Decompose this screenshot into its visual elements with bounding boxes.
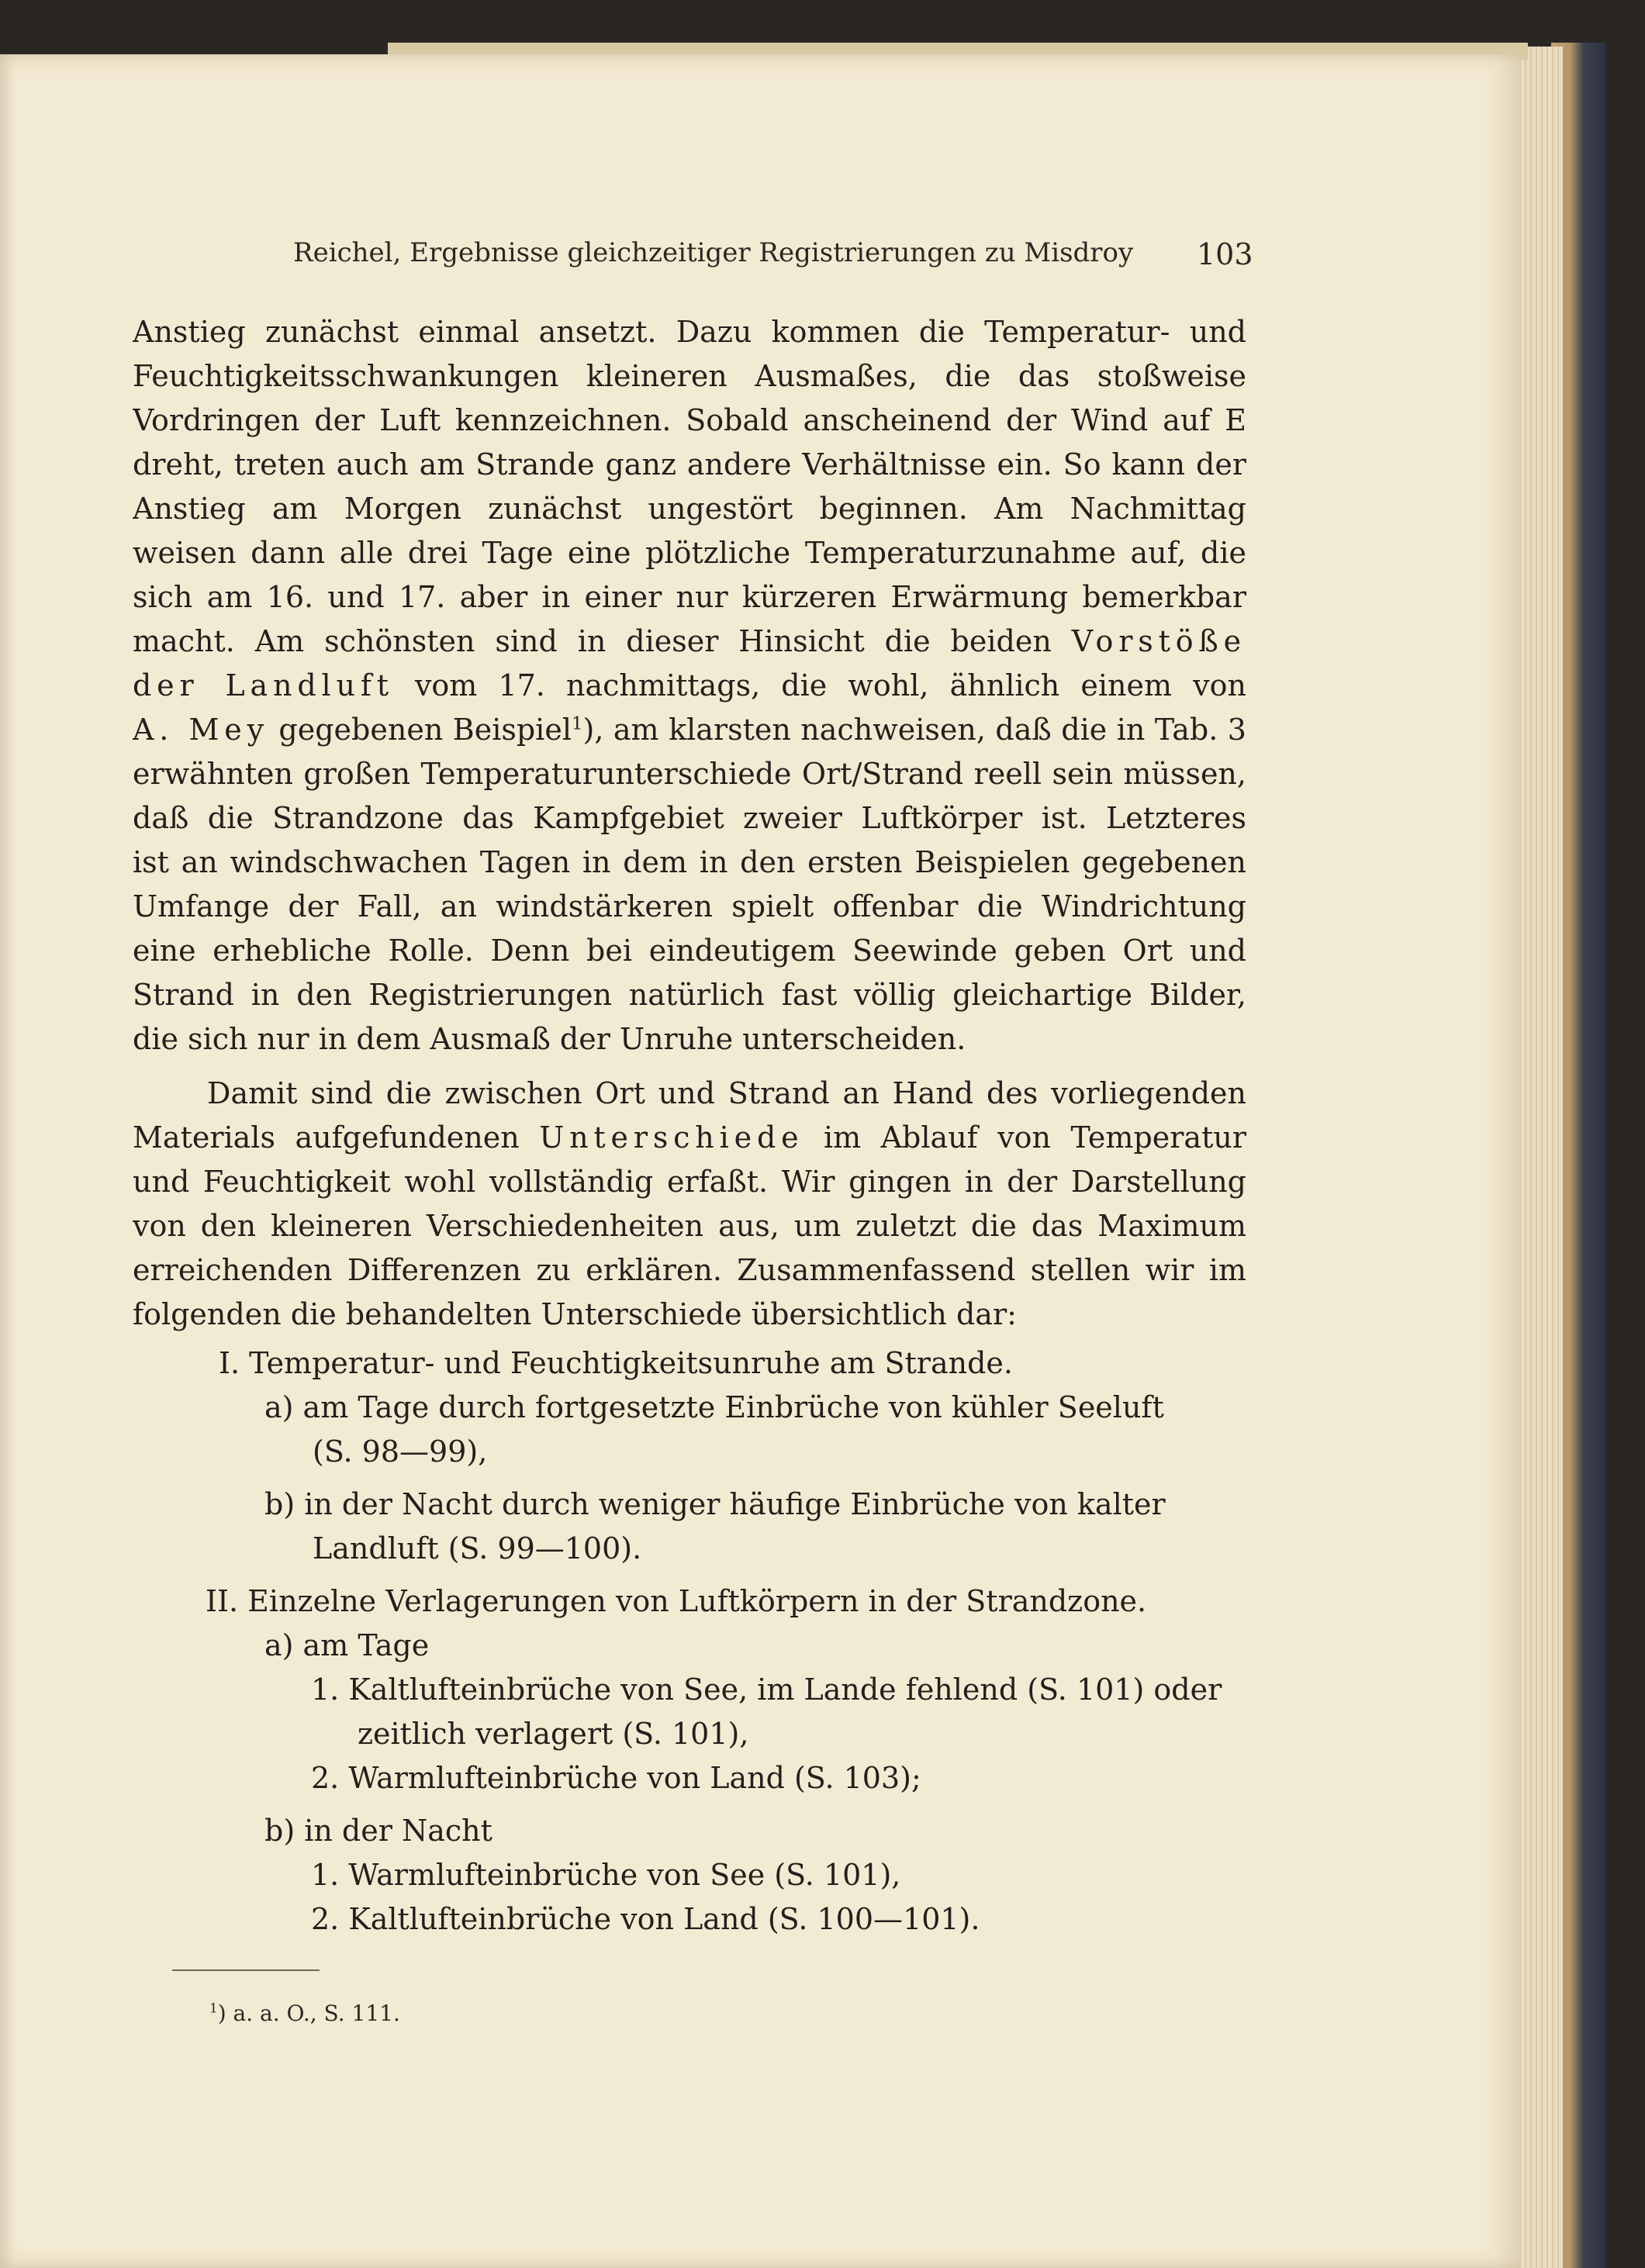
summary-subitem-continuation: zeitlich verlagert (S. 101), (358, 1717, 749, 1751)
text-fragment: ), am klarsten nachweisen, daß die in Tab. 3 (582, 713, 1246, 747)
text-line: dreht, treten auch am Strande ganz andere Verhältnisse ein. So kann der (133, 447, 1246, 482)
text-line: weisen dann alle drei Tage eine plötzliche Temperaturzunahme auf, die (133, 536, 1246, 570)
text-line: und Feuchtigkeit wohl vollständig erfaßt. Wir gingen in der Darstellung (133, 1165, 1246, 1199)
summary-heading-ii: II. Einzelne Verlagerungen von Luftkörpern in der Strandzone. (206, 1584, 1147, 1618)
text-line: Umfange der Fall, an windstärkeren spielt offenbar die Windrichtung (133, 889, 1246, 923)
text-run (278, 713, 1246, 747)
text-run: macht. Am schönsten sind in dieser Hinsicht die beiden (133, 624, 1052, 658)
text-line: Vordringen der Luft kennzeichnen. Sobald anscheinend der Wind auf E (133, 403, 1246, 437)
footnote (209, 2000, 400, 2026)
summary-item: a) am Tage (264, 1628, 430, 1662)
summary-heading-i: I. Temperatur- und Feuchtigkeitsunruhe am Strande. (219, 1346, 1013, 1380)
text-line: daß die Strandzone das Kampfgebiet zweier Luftkörper ist. Letzteres (133, 801, 1246, 835)
emphasis-spaced: der Landluft (133, 668, 394, 702)
text-fragment: gegebenen Beispiel (278, 713, 572, 747)
text-line (133, 664, 1246, 708)
text-line (133, 620, 1246, 664)
text-run: im Ablauf von Temperatur (823, 1120, 1246, 1155)
summary-item-continuation: Landluft (S. 99—100). (313, 1531, 642, 1566)
text-line: die sich nur in dem Ausmaß der Unruhe unterscheiden. (133, 1022, 966, 1056)
emphasis-spaced: Vorstöße (1071, 624, 1246, 658)
text-line: Feuchtigkeitsschwankungen kleineren Ausmaßes, die das stoßweise (133, 359, 1246, 393)
footnote-marker: 1 (209, 2000, 218, 2016)
summary-item-continuation: (S. 98—99), (313, 1434, 488, 1469)
book-page (0, 54, 1520, 2268)
text-line: erwähnten großen Temperaturunterschiede Ort/Strand reell sein müssen, (133, 757, 1246, 791)
text-line: Damit sind die zwischen Ort und Strand an Hand des vorliegenden (207, 1076, 1246, 1110)
author-name: A. Mey (133, 713, 269, 747)
footnote-text: ) a. a. O., S. 111. (217, 2000, 400, 2026)
text-line: ist an windschwachen Tagen in dem in den ersten Beispielen gegebenen (133, 845, 1246, 879)
text-line (133, 1116, 1246, 1160)
footnote-rule (172, 1969, 320, 1971)
text-line: erreichenden Differenzen zu erklären. Zusammenfassend stellen wir im (133, 1253, 1246, 1287)
running-title: Reichel, Ergebnisse gleichzeitiger Registrierungen zu Misdroy (293, 237, 1134, 268)
text-line (133, 708, 1246, 752)
summary-subitem: 2. Kaltlufteinbrüche von Land (S. 100—101). (311, 1902, 980, 1936)
text-line: sich am 16. und 17. aber in einer nur kürzeren Erwärmung bemerkbar (133, 580, 1246, 614)
paragraph-1 (133, 310, 1246, 1062)
summary-subitem: 2. Warmlufteinbrüche von Land (S. 103); (311, 1761, 921, 1795)
text-line: eine erhebliche Rolle. Denn bei eindeutigem Seewinde geben Ort und (133, 934, 1246, 968)
text-line: von den kleineren Verschiedenheiten aus, um zuletzt die das Maximum (133, 1209, 1246, 1243)
text-line: Anstieg zunächst einmal ansetzt. Dazu kommen die Temperatur- und (133, 315, 1246, 349)
paragraph-2 (133, 1072, 1246, 1337)
summary-item: b) in der Nacht durch weniger häufige Einbrüche von kalter (264, 1487, 1166, 1521)
text-line: Strand in den Registrierungen natürlich fast völlig gleichartige Bilder, (133, 978, 1246, 1012)
summary-subitem: 1. Warmlufteinbrüche von See (S. 101), (311, 1858, 901, 1892)
summary-subitem: 1. Kaltlufteinbrüche von See, im Lande fehlend (S. 101) oder (311, 1673, 1222, 1707)
text-run: Materials aufgefundenen (133, 1120, 520, 1155)
summary-item: b) in der Nacht (264, 1814, 492, 1848)
footnote-reference: 1 (571, 713, 583, 734)
summary-item: a) am Tage durch fortgesetzte Einbrüche von kühler Seeluft (264, 1390, 1164, 1424)
text-line: folgenden die behandelten Unterschiede übersichtlich dar: (133, 1297, 1017, 1331)
text-run: vom 17. nachmittags, die wohl, ähnlich einem von (414, 668, 1246, 702)
text-line: Anstieg am Morgen zunächst ungestört beginnen. Am Nachmittag (133, 492, 1246, 526)
page-number: 103 (1197, 237, 1253, 271)
emphasis-spaced: Unterschiede (539, 1120, 804, 1155)
